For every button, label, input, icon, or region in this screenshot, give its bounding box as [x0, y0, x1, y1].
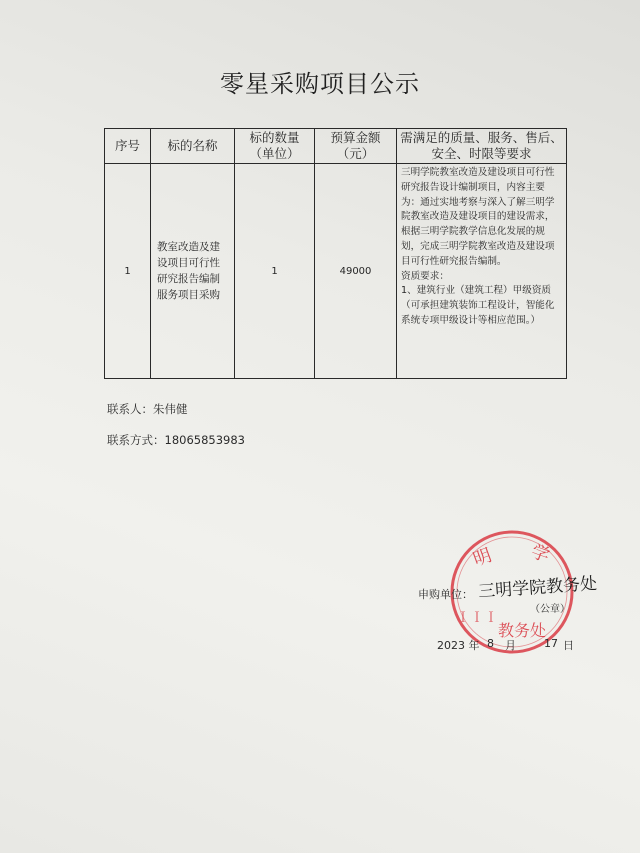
cell-index: 1: [105, 164, 151, 379]
date-day: 17: [544, 637, 558, 650]
svg-text:学: 学: [528, 540, 553, 567]
header-quantity: 标的数量 （单位）: [235, 129, 315, 164]
cell-quantity: 1: [235, 164, 315, 379]
header-budget: 预算金额 （元）: [315, 129, 397, 164]
table-row: [105, 164, 567, 379]
header-name: 标的名称: [151, 129, 235, 164]
table-header-row: [105, 129, 567, 164]
header-requirements: 需满足的质量、服务、售后、 安全、时限等要求: [397, 129, 567, 164]
seal-note: （公章）: [530, 604, 570, 615]
date-year: 2023 年: [437, 639, 480, 652]
header-index: 序号: [105, 129, 151, 164]
handwritten-signature: 三明学院教务处: [477, 573, 598, 603]
applicant-label: 申购单位：: [418, 588, 473, 601]
procurement-table: [104, 128, 567, 379]
cell-name: 教室改造及建设项目可行性研究报告编制服务项目采购: [151, 164, 235, 379]
contact-phone: 联系方式：18065853983: [107, 433, 245, 447]
date-month-label: 月: [505, 639, 516, 652]
document-title: 零星采购项目公示: [220, 70, 420, 98]
cell-budget: 49000: [315, 164, 397, 379]
contact-person: 联系人：朱伟健: [107, 402, 188, 416]
cell-requirements: 三明学院教室改造及建设项目可行性研究报告设计编制项目，内容主要为：通过实地考察与深入了解三明学院教室改造及建设项目的建设需求，根据三明学院教学信息化发展的规划，完成三明学院教室改造及建设项目可行性研究报告编制。 资质要求： 1、建筑行业（建筑工程）甲级资质（可承担建筑装饰工程设计，智能化系统专项甲级设计等相应范围。）: [397, 164, 567, 379]
svg-text:教务处: 教务处: [498, 621, 547, 640]
svg-text:ＩＩＩ: ＩＩＩ: [456, 610, 498, 626]
date-month: 8: [487, 637, 494, 650]
svg-text:明: 明: [470, 544, 495, 571]
date-day-label: 日: [563, 639, 574, 652]
